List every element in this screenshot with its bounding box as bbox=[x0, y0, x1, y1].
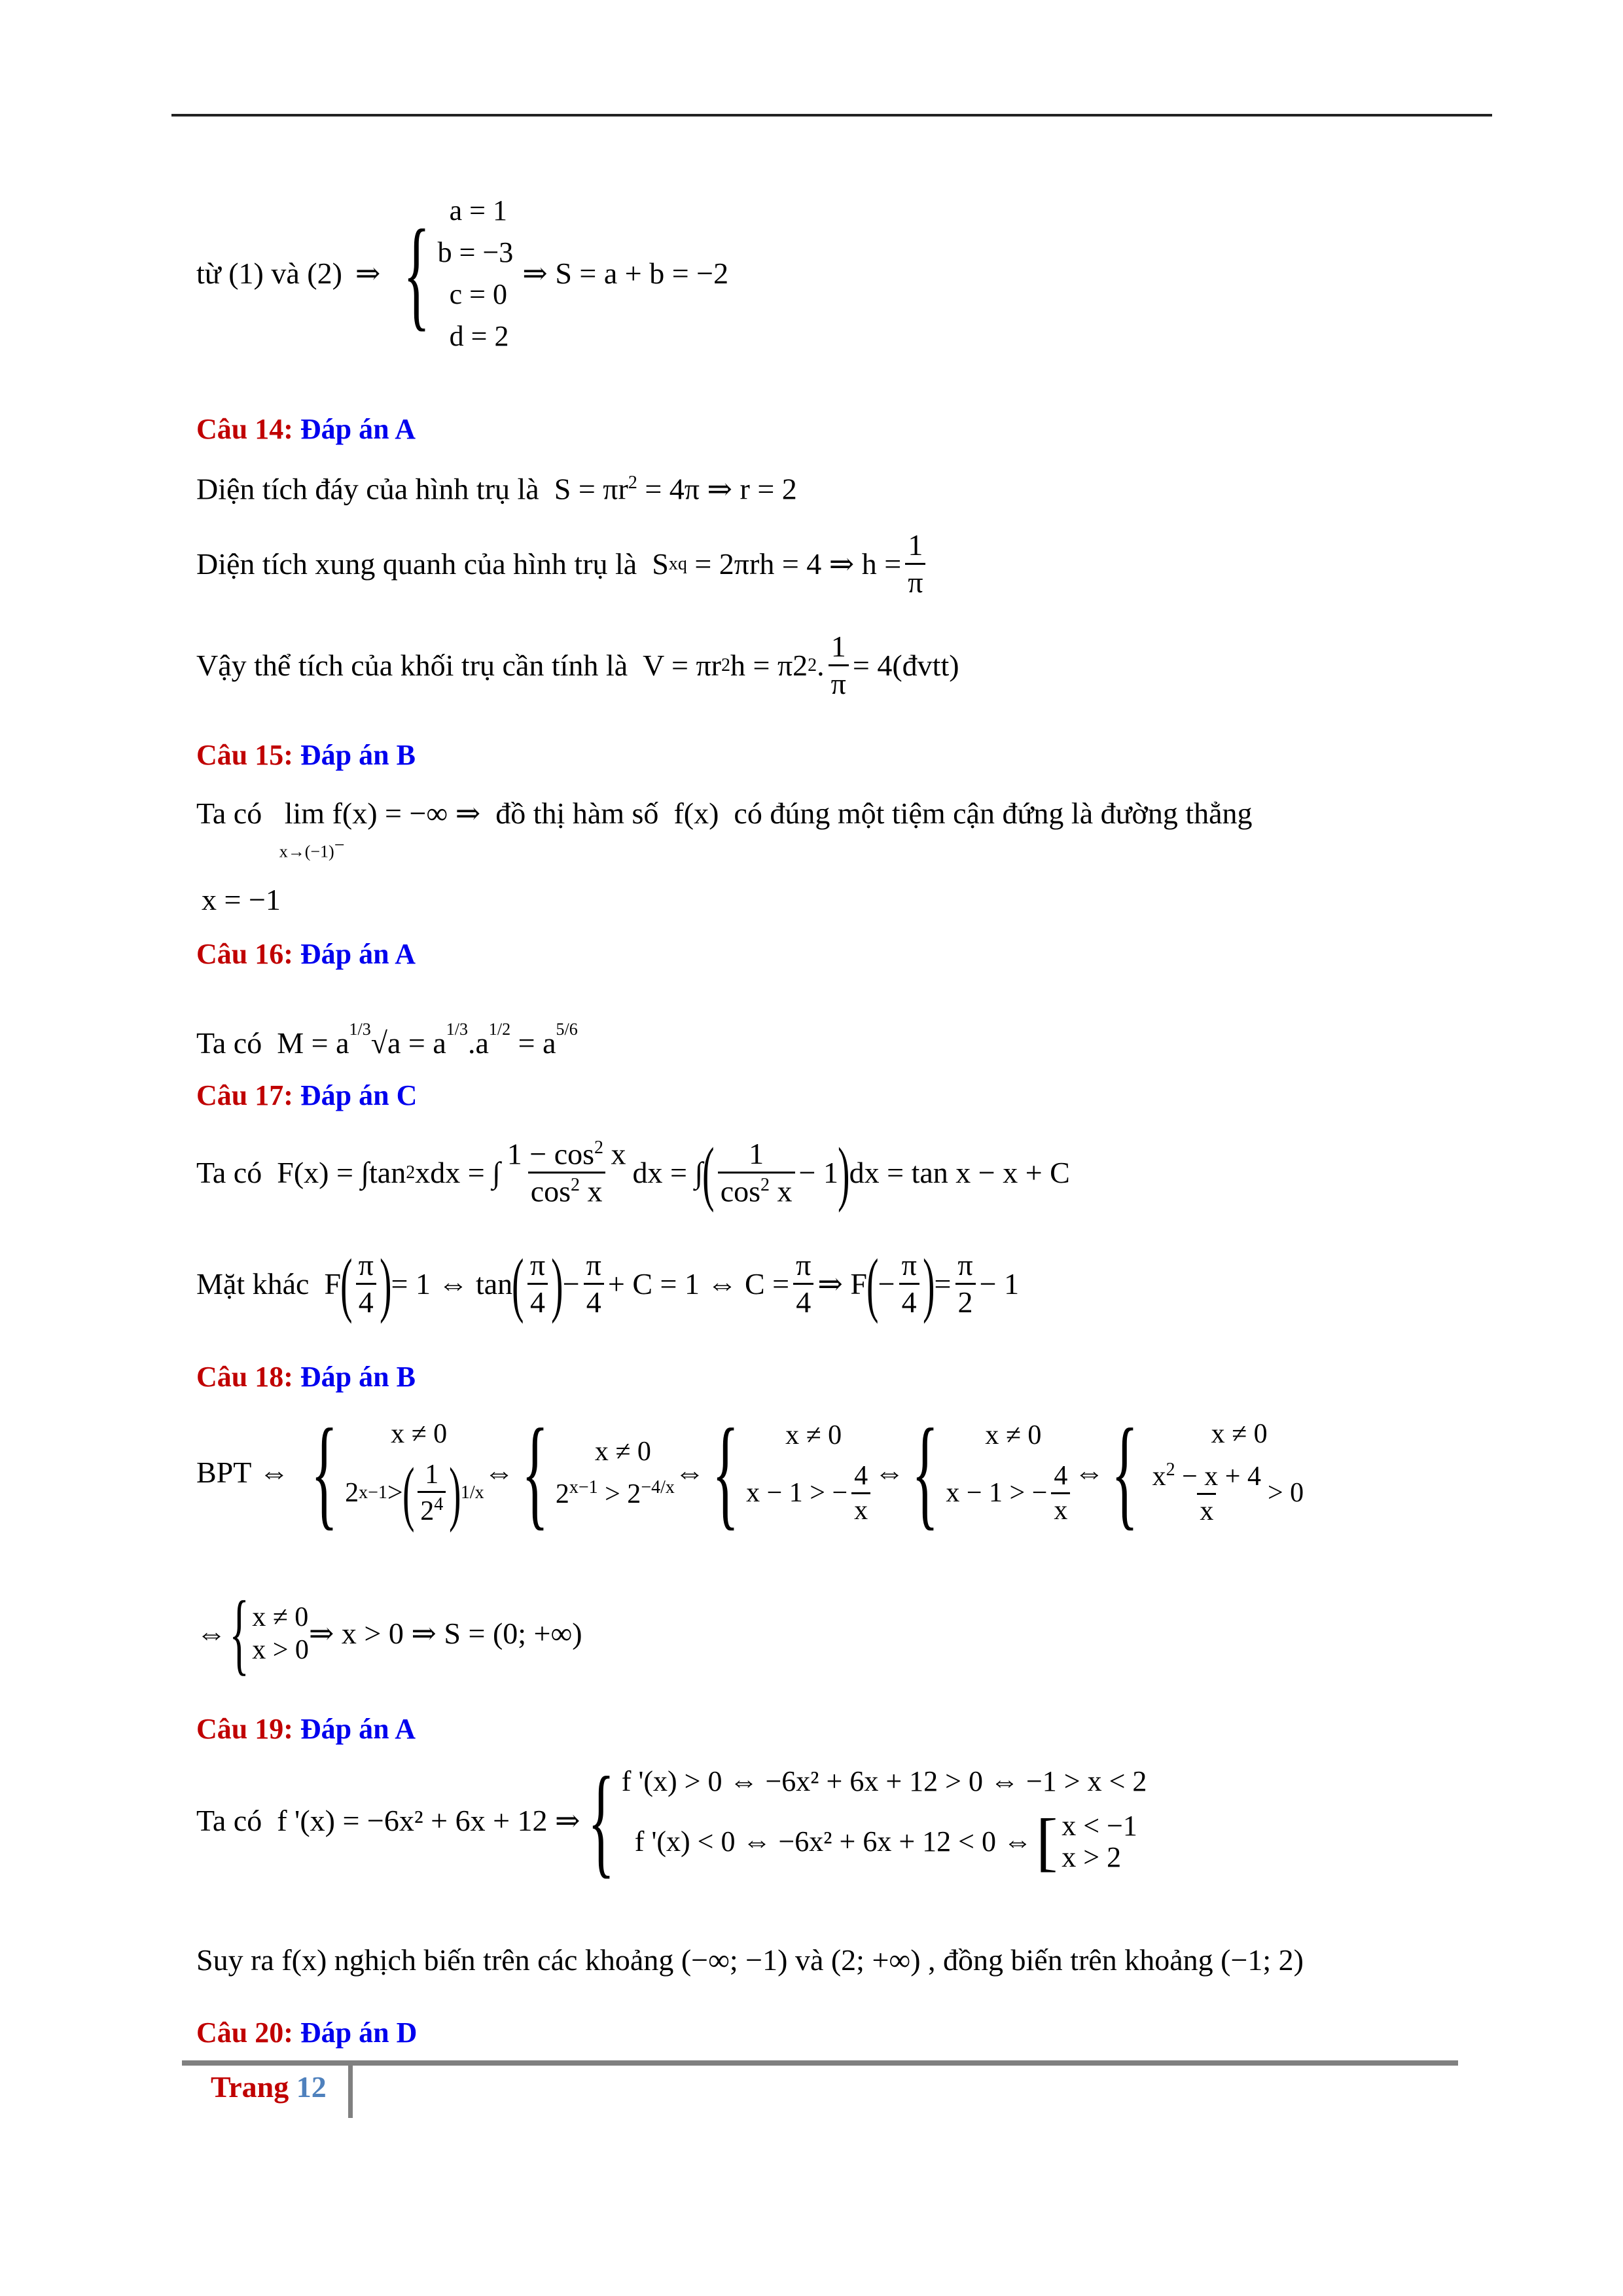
question-19-heading: Câu 19: Đáp án A bbox=[196, 1713, 416, 1745]
question-16-heading: Câu 16: Đáp án A bbox=[196, 938, 416, 970]
q14-line1: Diện tích đáy của hình trụ là $S = \pi r^2 = 4\pi$ ⇒ r = 2 bbox=[196, 472, 797, 506]
q19-system: Ta có f '(x) = −6x² + 6x + 12 ⇒ { f '(x) > 0 ⇔ −6x² + 6x + 12 > 0 ⇔ −1 > x < 2 f '(x) < 0 ⇔ −6x² + 6x + 12 < 0 ⇔ [ x < −1 x > 2 bbox=[196, 1752, 1147, 1890]
question-17-heading: Câu 17: Đáp án C bbox=[196, 1079, 418, 1111]
eq-c: c = 0 bbox=[449, 278, 507, 310]
intro-system: từ (1) và (2) ⇒ { a = 1 b = −3 c = 0 d = 2 ⇒ S = a + b = −2 bbox=[196, 190, 728, 357]
question-18-heading: Câu 18: Đáp án B bbox=[196, 1361, 416, 1393]
q18-line2: ⇔ { x ≠ 0 x > 0 ⇒ x > 0 ⇒ S = (0; +∞) bbox=[196, 1583, 582, 1684]
intro-equations bbox=[438, 190, 514, 357]
q17-line2: Mặt khác F ( $\frac{\pi}{4}$ ) = 1 ⇔ tan ( $\frac{\pi}{4}$ ) − $\frac{\pi}{4}$ + C = 1 ⇔ C = $\frac{\pi}{4}$ ⇒ F ( − $\frac{\pi}{4}$ ) = $\frac{\pi}{2}$ − 1 bbox=[196, 1244, 1020, 1324]
q19-conclusion: Suy ra f(x) nghịch biến trên các khoảng (−∞; −1) và (2; +∞) , đồng biến trên khoảng (−1; 2) bbox=[196, 1943, 1304, 1977]
eq-a: a = 1 bbox=[449, 194, 507, 226]
page-number: Trang 12 bbox=[211, 2070, 327, 2104]
q15-line1: Ta có lim x→(−1)− f(x) = −∞ ⇒ đồ thị hàm số f(x) có đúng một tiệm cận đứng là đường thẳng bbox=[196, 797, 1253, 861]
q17-line1: Ta có F(x) = ∫tan 2 xdx = ∫ $\frac{1 - \cos^2 x}{\cos^2 x}$ dx = ∫ ( $\frac{1}{\cos^2 x}$ − 1 ) dx = tan x − x + C bbox=[196, 1132, 1070, 1213]
q16-line: Ta có $M = a^{1/3}√a = a^{1/3}.a^{1/2} = a^{5/6}$ bbox=[196, 1020, 578, 1060]
q18-line1: BPT ⇔ { x ≠ 0 2 x−1 > ( $\frac{1}{2^4}$ ) 1/x ⇔ { x ≠ 0 $2^{x-1} > 2^{-4/x}$ ⇔ { x ≠ 0 x − 1 > − $\frac{4}{x}$ ⇔ { x ≠ 0 x − 1 > − $\frac{4}{x}$ ⇔ { x ≠ 0 $\frac{x^2 - x + 4}{x}$ > 0 bbox=[196, 1404, 1304, 1541]
intro-prefix: từ (1) và (2) bbox=[196, 257, 342, 290]
footer-rule bbox=[182, 2060, 1458, 2066]
q14-line2: Diện tích xung quanh của hình trụ là S xq = 2πrh = 4 ⇒ h = $\frac{1}{\pi}$ bbox=[196, 530, 929, 598]
intro-result: ⇒ S = a + b = −2 bbox=[522, 257, 729, 290]
q19-case1: f '(x) > 0 ⇔ −6x² + 6x + 12 > 0 ⇔ −1 > x < 2 bbox=[621, 1765, 1147, 1797]
q15-line2: x = −1 bbox=[202, 883, 281, 916]
q14-line3: Vậy thể tích của khối trụ cần tính là V = πr 2 h = π2 2 . $\frac{1}{\pi}$ = 4( đvtt ) bbox=[196, 630, 959, 700]
eq-b: b = −3 bbox=[437, 236, 514, 268]
eq-d: d = 2 bbox=[449, 320, 509, 352]
question-14-heading: Câu 14: Đáp án A bbox=[196, 413, 416, 445]
footer-divider bbox=[348, 2060, 353, 2118]
header-rule bbox=[171, 114, 1492, 117]
question-15-heading: Câu 15: Đáp án B bbox=[196, 739, 416, 771]
question-20-heading: Câu 20: Đáp án D bbox=[196, 2017, 418, 2049]
q19-case2: f '(x) < 0 ⇔ −6x² + 6x + 12 < 0 ⇔ bbox=[634, 1825, 1032, 1857]
